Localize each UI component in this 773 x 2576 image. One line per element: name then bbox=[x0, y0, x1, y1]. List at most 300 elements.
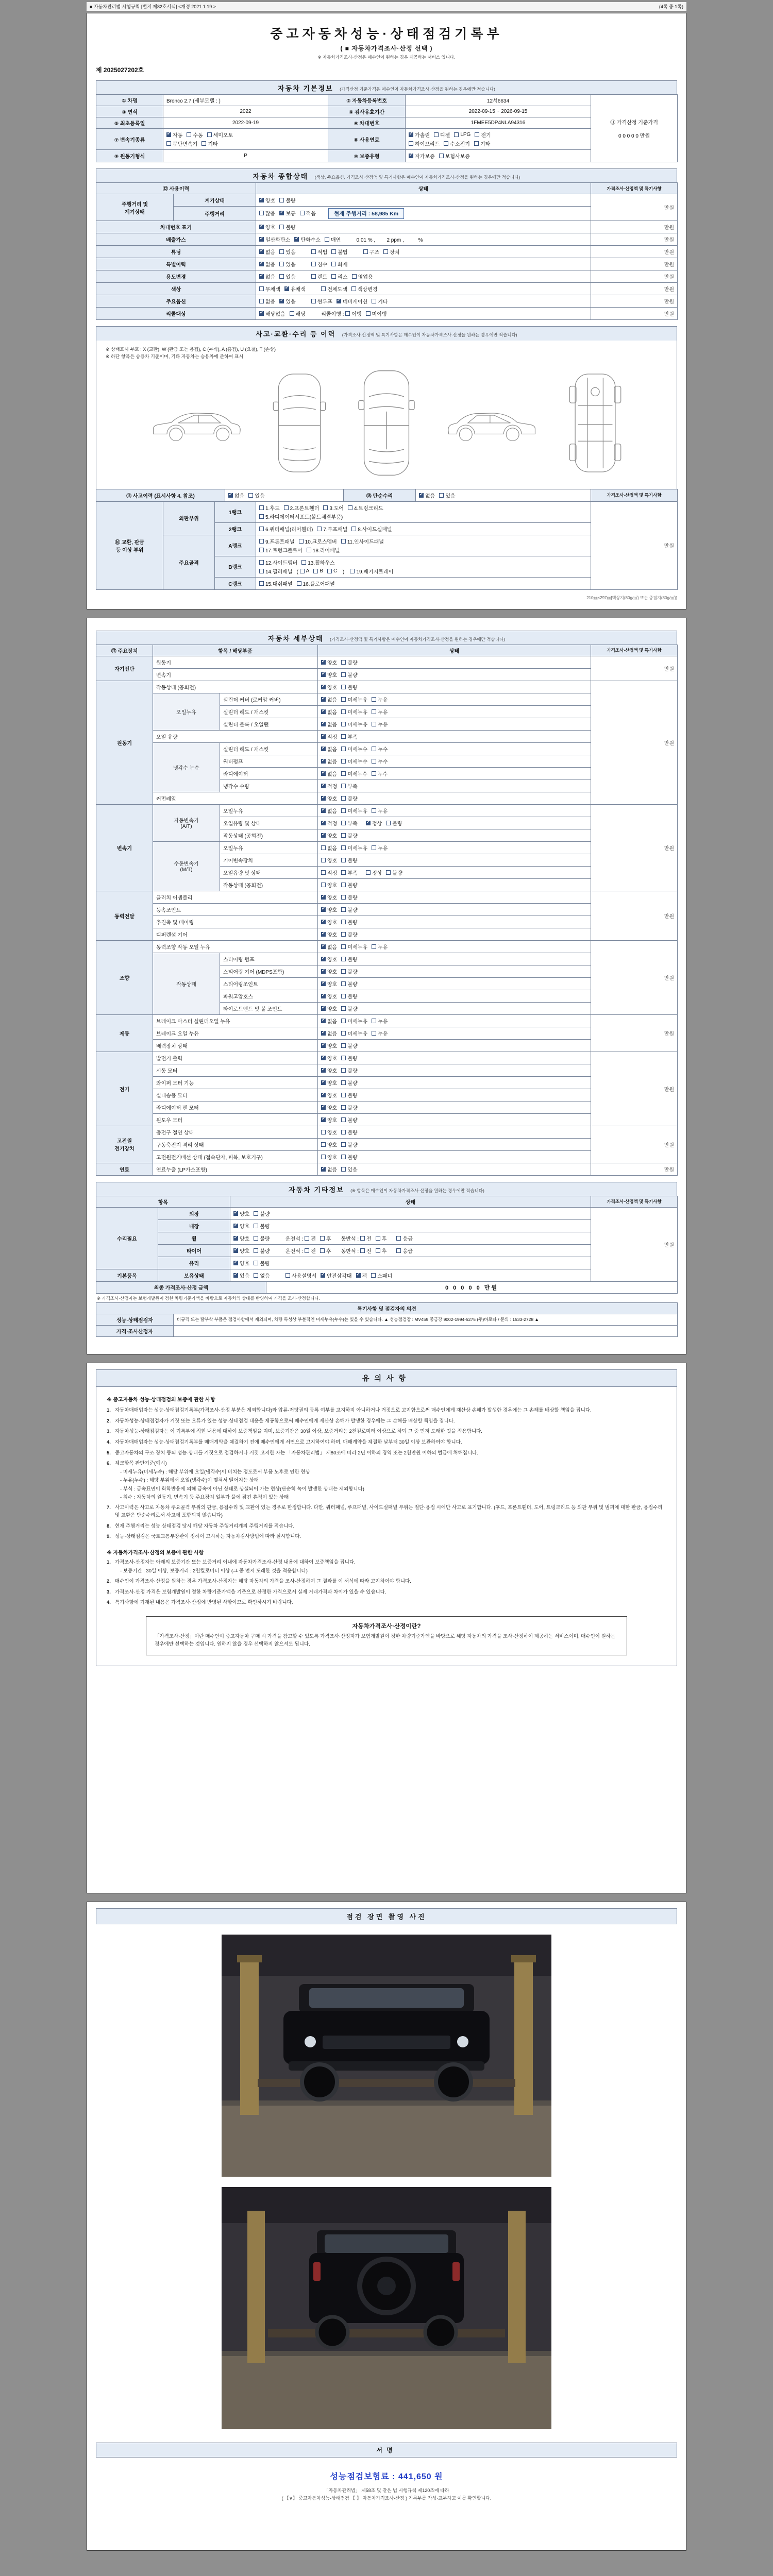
checkbox-양호[interactable] bbox=[321, 968, 337, 975]
checkbox-없음[interactable] bbox=[254, 1272, 270, 1279]
checkbox-양호[interactable] bbox=[321, 671, 337, 679]
checked-box-icon bbox=[321, 759, 326, 764]
checkbox-없음[interactable] bbox=[321, 757, 337, 765]
checked-box-icon bbox=[233, 1261, 238, 1265]
checkbox-전[interactable] bbox=[360, 1234, 372, 1242]
checkbox-없음[interactable] bbox=[321, 844, 337, 852]
checkbox-양호[interactable] bbox=[321, 980, 337, 988]
checkbox-적정[interactable] bbox=[321, 782, 337, 790]
checkbox-누유[interactable] bbox=[372, 844, 388, 852]
checkbox-적정[interactable] bbox=[321, 733, 337, 740]
checkbox-없음[interactable] bbox=[259, 260, 275, 268]
unchecked-box-icon bbox=[372, 944, 376, 949]
checkbox-양호[interactable] bbox=[233, 1234, 249, 1242]
checkbox-없음[interactable] bbox=[321, 708, 337, 716]
checkbox-미세누유[interactable] bbox=[341, 844, 367, 852]
checkbox-양호[interactable] bbox=[321, 1116, 337, 1124]
value-cell: 원동기 bbox=[153, 656, 318, 668]
checkbox-7-루프패널[interactable] bbox=[317, 525, 347, 533]
checkbox-많음[interactable] bbox=[259, 209, 275, 217]
inspector-opinion: 비규격 또는 탈부착 부품은 점검사항에서 제외되며, 차량 특성상 부분적인 미세누유(누수)는 있을 수 있습니다. ▲ 성능점검장 : MV459 중금강 9002-1994-5275 (주)바로타 / 문의 : 1533-2728 ▲ bbox=[174, 1314, 678, 1325]
checkbox-불량[interactable] bbox=[341, 1042, 357, 1049]
checkbox-불량[interactable] bbox=[279, 223, 295, 231]
table-row bbox=[96, 489, 678, 501]
checkbox-양호[interactable] bbox=[321, 1104, 337, 1111]
inline-text: 리콜이행 : bbox=[309, 312, 346, 317]
checkbox-자가보증[interactable] bbox=[409, 152, 435, 160]
checkbox-label: 누수 bbox=[377, 759, 388, 765]
label-cell: 차대번호 표기 bbox=[96, 221, 256, 233]
checkbox-양호[interactable] bbox=[259, 196, 275, 204]
checkbox-불량[interactable] bbox=[254, 1222, 270, 1230]
checkbox-누유[interactable] bbox=[372, 1029, 388, 1037]
checkbox-양호[interactable] bbox=[321, 832, 337, 839]
checkbox-불량[interactable] bbox=[386, 869, 402, 876]
checkbox-누수[interactable] bbox=[372, 770, 388, 777]
checkbox-네비게이션[interactable] bbox=[337, 297, 367, 305]
checkbox-불량[interactable] bbox=[341, 832, 357, 839]
checkbox-잭[interactable] bbox=[356, 1272, 367, 1279]
checkbox-없음[interactable] bbox=[321, 943, 337, 951]
checkbox-18-리어패널[interactable] bbox=[307, 546, 340, 554]
checkbox-무단변속기[interactable] bbox=[166, 140, 197, 147]
checkbox-양호[interactable] bbox=[321, 1066, 337, 1074]
value-cell: 작동상태 (공회전) bbox=[153, 681, 318, 693]
checkbox-사용설명서[interactable] bbox=[285, 1272, 316, 1279]
checkbox-적음[interactable] bbox=[300, 209, 316, 217]
checkbox-있음[interactable] bbox=[439, 492, 455, 499]
checkbox-label: 전 bbox=[366, 1236, 372, 1242]
value-cell bbox=[230, 1219, 591, 1232]
notice-subitem: - 미세누유(미세누수) : 해당 부위에 오일(냉각수)이 비치는 정도로서 부품 노후로 인한 현상 bbox=[120, 1469, 310, 1476]
value-cell bbox=[230, 1232, 591, 1244]
unchecked-box-icon bbox=[376, 1248, 380, 1253]
checkbox-label: 불량 bbox=[347, 796, 358, 802]
label-cell: ⑭ 사고이력 (표시사항 4. 참조) bbox=[96, 489, 225, 501]
checkbox-양호[interactable] bbox=[321, 930, 337, 938]
unchecked-box-icon bbox=[341, 1019, 346, 1023]
checked-box-icon bbox=[321, 771, 326, 776]
checkbox-양호[interactable] bbox=[321, 881, 337, 889]
checkbox-정상[interactable] bbox=[366, 869, 382, 876]
checkbox-리스[interactable] bbox=[331, 273, 347, 280]
checkbox-누수[interactable] bbox=[372, 745, 388, 753]
value-cell bbox=[256, 270, 591, 283]
checkbox-있음[interactable] bbox=[279, 248, 295, 256]
checkbox-없음[interactable] bbox=[321, 1165, 337, 1173]
checkbox-정상[interactable] bbox=[366, 819, 382, 827]
checkbox-미세누유[interactable] bbox=[341, 1017, 367, 1025]
checkbox-이행[interactable] bbox=[345, 310, 361, 317]
checkbox-label: 구조 bbox=[369, 250, 380, 256]
value-cell: 워터펌프 bbox=[220, 755, 318, 767]
checkbox-보통[interactable] bbox=[279, 209, 295, 217]
checkbox-장치[interactable] bbox=[383, 248, 399, 256]
notice-text: 성능·상태점검은 국토교통부장관이 정하여 고시하는 자동차검사방법에 따라 실시합니다. bbox=[115, 1534, 301, 1540]
checkbox-누유[interactable] bbox=[372, 943, 388, 951]
checkbox-없음[interactable] bbox=[321, 745, 337, 753]
checkbox-적정[interactable] bbox=[321, 819, 337, 827]
checkbox-누유[interactable] bbox=[372, 807, 388, 815]
unchecked-box-icon bbox=[351, 527, 356, 531]
checkbox-부족[interactable] bbox=[341, 819, 357, 827]
checkbox-불량[interactable] bbox=[341, 1079, 357, 1087]
overall-condition-table-mount bbox=[96, 182, 677, 320]
checkbox-전[interactable] bbox=[305, 1247, 316, 1255]
checkbox-양호[interactable] bbox=[259, 223, 275, 231]
checkbox-없음[interactable] bbox=[228, 492, 244, 499]
checkbox-누유[interactable] bbox=[372, 1017, 388, 1025]
checkbox-label: 자가보증 bbox=[415, 154, 435, 160]
checkbox-불법[interactable] bbox=[331, 248, 347, 256]
checkbox-C[interactable] bbox=[327, 568, 337, 574]
unchecked-box-icon bbox=[313, 569, 318, 573]
checkbox-화재[interactable] bbox=[331, 260, 347, 268]
checkbox-label: 양호 bbox=[327, 981, 338, 988]
checked-box-icon bbox=[233, 1273, 238, 1278]
checkbox-후[interactable] bbox=[320, 1234, 331, 1242]
checkbox-부족[interactable] bbox=[341, 782, 357, 790]
unchecked-box-icon bbox=[321, 845, 326, 850]
checkbox-label: 없음 bbox=[327, 808, 338, 815]
checkbox-양호[interactable] bbox=[321, 1153, 337, 1161]
checkbox-A[interactable] bbox=[300, 568, 310, 574]
checkbox-label: 양호 bbox=[327, 833, 338, 839]
checkbox-디젤[interactable] bbox=[434, 131, 450, 139]
checked-box-icon bbox=[321, 1167, 326, 1172]
checkbox-17-트렁크플로어[interactable] bbox=[259, 546, 303, 554]
label-cell: ⑦ 변속기종류 bbox=[96, 129, 163, 150]
checkbox-전체도색[interactable] bbox=[321, 285, 347, 293]
checkbox-양호[interactable] bbox=[233, 1259, 249, 1267]
section-header-accident bbox=[96, 326, 677, 341]
checkbox-미세누유[interactable] bbox=[341, 708, 367, 716]
unchecked-box-icon bbox=[259, 286, 264, 291]
unchecked-box-icon bbox=[341, 1105, 346, 1110]
checkbox-전[interactable] bbox=[360, 1247, 372, 1255]
checkbox-불량[interactable] bbox=[341, 1054, 357, 1062]
checkbox-label: 없음 bbox=[327, 1031, 338, 1037]
checkbox-부족[interactable] bbox=[341, 869, 357, 876]
checkbox-불량[interactable] bbox=[341, 980, 357, 988]
checkbox-누수[interactable] bbox=[372, 757, 388, 765]
table-row bbox=[96, 928, 678, 940]
checkbox-하이브리드[interactable] bbox=[409, 140, 440, 147]
notice-number: 3. bbox=[107, 1429, 111, 1435]
checkbox-label: 리스 bbox=[338, 275, 348, 280]
checkbox-label: 양호 bbox=[240, 1236, 250, 1242]
checkbox-안전삼각대[interactable] bbox=[321, 1272, 351, 1279]
checkbox-label: 양호 bbox=[327, 796, 338, 802]
checkbox-불량[interactable] bbox=[341, 1066, 357, 1074]
checkbox-불량[interactable] bbox=[341, 1141, 357, 1148]
value-cell: 스티어링 기어 (MDPS포함) bbox=[220, 965, 318, 977]
opinions-table bbox=[96, 1302, 678, 1337]
checkbox-양호[interactable] bbox=[321, 955, 337, 963]
checkbox-불량[interactable] bbox=[341, 794, 357, 802]
checkbox-양호[interactable] bbox=[233, 1210, 249, 1217]
checkbox-양호[interactable] bbox=[321, 1054, 337, 1062]
checkbox-부족[interactable] bbox=[341, 733, 357, 740]
checkbox-구조[interactable] bbox=[363, 248, 379, 256]
unchecked-box-icon bbox=[341, 1043, 346, 1048]
label-cell: 성능·상태점검자 bbox=[96, 1314, 174, 1325]
checkbox-불량[interactable] bbox=[341, 683, 357, 691]
checkbox-전기[interactable] bbox=[475, 131, 491, 139]
checkbox-전[interactable] bbox=[305, 1234, 316, 1242]
checkbox-미세누유[interactable] bbox=[341, 720, 367, 728]
checkbox-불량[interactable] bbox=[341, 1153, 357, 1161]
checkbox-미세누수[interactable] bbox=[341, 770, 367, 777]
value-cell: 만원 bbox=[591, 1163, 678, 1175]
notice-subitem: - 침수 : 자동차의 원동기, 변속기 등 주요장치 일부가 물에 잠긴 흔적이 있는 상태 bbox=[120, 1494, 289, 1500]
checkbox-있음[interactable] bbox=[341, 1165, 357, 1173]
checkbox-불량[interactable] bbox=[341, 658, 357, 666]
checkbox-있음[interactable] bbox=[248, 492, 264, 499]
checkbox-해당[interactable] bbox=[290, 310, 306, 317]
checkbox-불량[interactable] bbox=[341, 893, 357, 901]
label-cell: 항목 bbox=[96, 1196, 230, 1207]
checkbox-불량[interactable] bbox=[254, 1259, 270, 1267]
checkbox-1-후드[interactable] bbox=[259, 504, 280, 512]
checkbox-응급[interactable] bbox=[396, 1234, 412, 1242]
checkbox-응급[interactable] bbox=[396, 1247, 412, 1255]
checkbox-8-사이드실패널[interactable] bbox=[351, 525, 392, 533]
value-cell bbox=[256, 556, 591, 577]
checkbox-무채색[interactable] bbox=[259, 285, 280, 293]
checkbox-2-프론트휀더[interactable] bbox=[284, 504, 320, 512]
value-cell: 작동상태 (공회전) bbox=[220, 829, 318, 841]
value-cell: 만원 bbox=[591, 295, 678, 308]
value-cell: 파워고압호스 bbox=[220, 990, 318, 1002]
unchecked-box-icon bbox=[320, 1236, 325, 1241]
accident-parts-table-mount bbox=[96, 501, 677, 590]
checkbox-양호[interactable] bbox=[321, 918, 337, 926]
checkbox-9-프론트패널[interactable] bbox=[259, 537, 295, 545]
checkbox-양호[interactable] bbox=[321, 1141, 337, 1148]
checkbox-일산화탄소[interactable] bbox=[259, 235, 290, 243]
unchecked-box-icon bbox=[341, 796, 346, 801]
checkbox-LPG[interactable] bbox=[454, 132, 470, 138]
label-cell: 동력전달 bbox=[96, 891, 153, 940]
checkbox-14-필러패널[interactable] bbox=[259, 567, 293, 575]
checkbox-불량[interactable] bbox=[341, 1091, 357, 1099]
checkbox-15-대쉬패널[interactable] bbox=[259, 580, 293, 587]
checkbox-수소전기[interactable] bbox=[444, 140, 470, 147]
checkbox-누유[interactable] bbox=[372, 720, 388, 728]
checkbox-기타[interactable] bbox=[201, 140, 217, 147]
checkbox-label: 불량 bbox=[347, 883, 358, 889]
checkbox-불량[interactable] bbox=[341, 856, 357, 864]
checkbox-후[interactable] bbox=[320, 1247, 331, 1255]
checkbox-label: 영업용 bbox=[358, 275, 373, 280]
table-row bbox=[96, 1126, 678, 1138]
fee-label: 성능점검보험료 : bbox=[330, 2472, 396, 2481]
checkbox-불량[interactable] bbox=[341, 1128, 357, 1136]
checkbox-누유[interactable] bbox=[372, 696, 388, 703]
checkbox-label: 미이행 bbox=[372, 312, 387, 317]
checkbox-미세누유[interactable] bbox=[341, 696, 367, 703]
checkbox-기타[interactable] bbox=[474, 140, 490, 147]
checkbox-label: B bbox=[320, 568, 323, 574]
checkbox-있음[interactable] bbox=[279, 297, 295, 305]
checkbox-16-플로어패널[interactable] bbox=[297, 580, 335, 587]
checkbox-label: 불량 bbox=[347, 957, 358, 963]
checkbox-label: 12.사이드멤버 bbox=[265, 560, 298, 566]
checked-box-icon bbox=[321, 994, 326, 998]
value-cell bbox=[318, 866, 591, 878]
label-cell: 기본품목 bbox=[96, 1269, 158, 1281]
checkbox-12-사이드멤버[interactable] bbox=[259, 558, 297, 566]
checkbox-기타[interactable] bbox=[372, 297, 388, 305]
checkbox-양호[interactable] bbox=[321, 992, 337, 1000]
checkbox-있음[interactable] bbox=[279, 273, 295, 280]
value-cell bbox=[256, 246, 591, 258]
checkbox-유채색[interactable] bbox=[284, 285, 306, 293]
checkbox-없음[interactable] bbox=[321, 770, 337, 777]
checkbox-B[interactable] bbox=[313, 568, 323, 574]
checkbox-후[interactable] bbox=[376, 1234, 387, 1242]
checkbox-불량[interactable] bbox=[341, 992, 357, 1000]
checkbox-스패너[interactable] bbox=[371, 1272, 392, 1279]
checkbox-양호[interactable] bbox=[321, 1079, 337, 1087]
checkbox-양호[interactable] bbox=[321, 1005, 337, 1012]
label-cell: 상태 bbox=[318, 645, 591, 656]
checkbox-불량[interactable] bbox=[341, 881, 357, 889]
checkbox-양호[interactable] bbox=[321, 906, 337, 913]
unchecked-box-icon bbox=[372, 722, 376, 726]
unchecked-box-icon bbox=[350, 569, 355, 573]
checkbox-해당없음[interactable] bbox=[259, 310, 285, 317]
label-cell: 제동 bbox=[96, 1014, 153, 1052]
checkbox-label: 있음 bbox=[445, 493, 456, 499]
checkbox-불량[interactable] bbox=[254, 1247, 270, 1255]
checkbox-label: 8.사이드실패널 bbox=[358, 527, 392, 533]
checkbox-수동[interactable] bbox=[187, 131, 203, 139]
checkbox-양호[interactable] bbox=[233, 1247, 249, 1255]
unchecked-box-icon bbox=[321, 883, 326, 887]
checkbox-미세누수[interactable] bbox=[341, 757, 367, 765]
checkbox-label: 누수 bbox=[377, 747, 388, 753]
checkbox-없음[interactable] bbox=[259, 248, 275, 256]
checkbox-label: 탄화수소 bbox=[300, 238, 321, 243]
checkbox-5-라디에이터서포트-볼트체결부품-[interactable] bbox=[259, 513, 343, 520]
unchecked-box-icon bbox=[345, 311, 350, 316]
checkbox-색상변경[interactable] bbox=[351, 285, 378, 293]
checkbox-탄화수소[interactable] bbox=[294, 235, 321, 243]
checkbox-불량[interactable] bbox=[279, 196, 295, 204]
checkbox-없음[interactable] bbox=[321, 1029, 337, 1037]
checkbox-미세누유[interactable] bbox=[341, 1029, 367, 1037]
checkbox-양호[interactable] bbox=[321, 683, 337, 691]
checkbox-불량[interactable] bbox=[341, 955, 357, 963]
checkbox-불량[interactable] bbox=[386, 819, 402, 827]
checkbox-불량[interactable] bbox=[254, 1234, 270, 1242]
checkbox-양호[interactable] bbox=[321, 856, 337, 864]
checkbox-영업용[interactable] bbox=[352, 273, 373, 280]
checkbox-양호[interactable] bbox=[321, 1091, 337, 1099]
notice-item bbox=[107, 1578, 666, 1586]
checkbox-label: 양호 bbox=[265, 198, 276, 204]
checkbox-불량[interactable] bbox=[341, 918, 357, 926]
checkbox-불량[interactable] bbox=[341, 968, 357, 975]
checkbox-적정[interactable] bbox=[321, 869, 337, 876]
checkbox-label: 미세누유 bbox=[347, 709, 367, 716]
state-symbol-note: ※ 상태표시 부호 : X (교환), W (판금 또는 용접), C (부식), A (흠집), U (요철), T (손상) bbox=[106, 347, 276, 352]
checkbox-양호[interactable] bbox=[321, 794, 337, 802]
checkbox-침수[interactable] bbox=[311, 260, 327, 268]
checkbox-3-도어[interactable] bbox=[323, 504, 344, 512]
checkbox-가솔린[interactable] bbox=[409, 131, 430, 139]
checkbox-매연[interactable] bbox=[325, 235, 341, 243]
checkbox-렌트[interactable] bbox=[311, 273, 327, 280]
checkbox-미세누수[interactable] bbox=[341, 745, 367, 753]
checkbox-불량[interactable] bbox=[341, 671, 357, 679]
checkbox-19-패키지트레이[interactable] bbox=[350, 567, 393, 575]
checkbox-썬루프[interactable] bbox=[311, 297, 332, 305]
label-cell: 가격조사·산정액 및 특기사항 bbox=[591, 489, 678, 501]
checkbox-13-휠하우스[interactable] bbox=[301, 558, 335, 566]
checkbox-없음[interactable] bbox=[259, 273, 275, 280]
checked-box-icon bbox=[321, 722, 326, 726]
checkbox-있음[interactable] bbox=[279, 260, 295, 268]
checkbox-없음[interactable] bbox=[321, 696, 337, 703]
checkbox-6-쿼터패널-리어휀더-[interactable] bbox=[259, 525, 313, 533]
checkbox-불량[interactable] bbox=[341, 1005, 357, 1012]
table-row bbox=[96, 1219, 678, 1232]
form-top-note bbox=[87, 2, 686, 11]
checkbox-label: 양호 bbox=[327, 858, 338, 864]
checkbox-없음[interactable] bbox=[259, 297, 275, 305]
checkbox-세미오토[interactable] bbox=[207, 131, 233, 139]
checkbox-11-인사이드패널[interactable] bbox=[341, 537, 384, 545]
checkbox-있음[interactable] bbox=[233, 1272, 249, 1279]
checkbox-후[interactable] bbox=[376, 1247, 387, 1255]
value-cell bbox=[318, 792, 591, 804]
checkbox-불량[interactable] bbox=[341, 930, 357, 938]
checkbox-없음[interactable] bbox=[419, 492, 435, 499]
checkbox-불량[interactable] bbox=[254, 1210, 270, 1217]
table-row bbox=[96, 730, 678, 742]
checkbox-양호[interactable] bbox=[233, 1222, 249, 1230]
checkbox-label: 없음 bbox=[265, 262, 276, 268]
checkbox-적법[interactable] bbox=[311, 248, 327, 256]
checkbox-10-크로스멤버[interactable] bbox=[299, 537, 337, 545]
checkbox-4-트렁크리드[interactable] bbox=[348, 504, 383, 512]
checkbox-미이행[interactable] bbox=[366, 310, 387, 317]
checkbox-없음[interactable] bbox=[321, 720, 337, 728]
checkbox-미세누유[interactable] bbox=[341, 943, 367, 951]
checkbox-양호[interactable] bbox=[321, 893, 337, 901]
checkbox-양호[interactable] bbox=[321, 1042, 337, 1049]
checkbox-미세누유[interactable] bbox=[341, 807, 367, 815]
checkbox-양호[interactable] bbox=[321, 1128, 337, 1136]
checkbox-없음[interactable] bbox=[321, 807, 337, 815]
inline-text bbox=[362, 821, 366, 827]
checkbox-불량[interactable] bbox=[341, 1116, 357, 1124]
label-cell: 가격조사·산정액 및 특기사항 bbox=[591, 1196, 678, 1207]
unchecked-box-icon bbox=[259, 539, 264, 544]
checkbox-없음[interactable] bbox=[321, 1017, 337, 1025]
checkbox-자동[interactable] bbox=[166, 131, 182, 139]
unchecked-box-icon bbox=[363, 249, 368, 254]
checkbox-불량[interactable] bbox=[341, 1104, 357, 1111]
checkbox-label: 부족 bbox=[347, 821, 358, 827]
checkbox-보험사보증[interactable] bbox=[439, 152, 470, 160]
checkbox-누유[interactable] bbox=[372, 708, 388, 716]
checkbox-불량[interactable] bbox=[341, 906, 357, 913]
checkbox-양호[interactable] bbox=[321, 658, 337, 666]
